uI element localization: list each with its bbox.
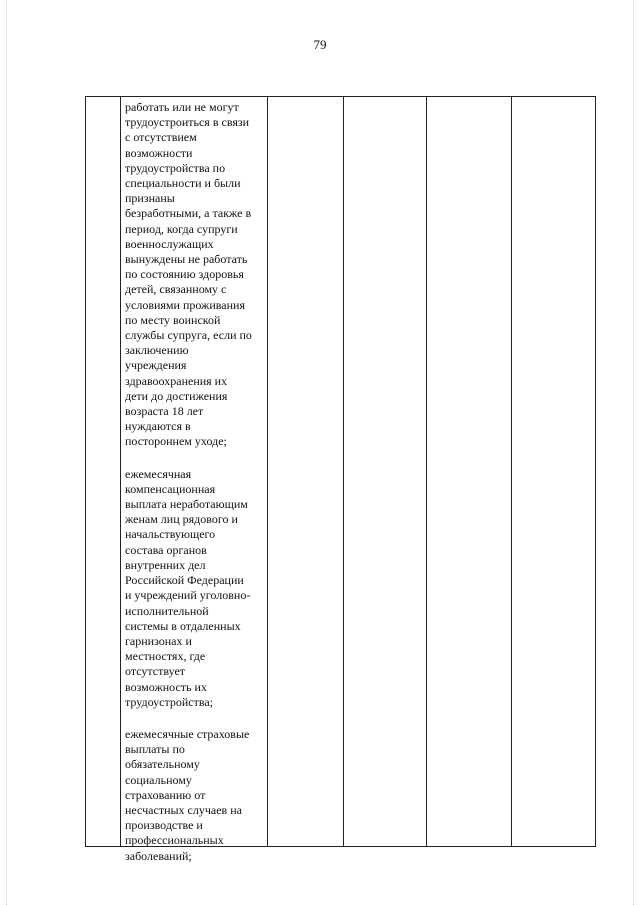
page-number: 79 <box>313 37 327 52</box>
scan-edge-left <box>6 0 7 905</box>
table-cell-description <box>121 97 267 864</box>
paragraph-compensation-payment: ежемесячная компенсационная выплата неработающим женам лиц рядового и начальствующего состава органов внутренних дел Российской Федерации и учреждений уголовно- исполнительной системы в отдаленных гарнизонах и местностях, где отсутствует возможность их трудоустройства; <box>125 466 251 709</box>
column-divider <box>426 97 427 846</box>
column-divider <box>267 97 268 846</box>
column-divider <box>511 97 512 846</box>
column-divider <box>343 97 344 846</box>
paragraph-spouses-unemployment: работать или не могут трудоустроиться в связи с отсутствием возможности трудоустройства по специальности и были признаны безработными, а также в период, когда супруги военнослужащих вынуждены не работать по состоянию здоровья детей, связанному с условиями проживания по месту воинской службы супруга, если по заключению учреждения здравоохранения их дети до достижения возраста 18 лет нуждаются в постороннем уходе; <box>125 100 252 449</box>
table <box>85 96 596 863</box>
paragraph-insurance-payments: ежемесячные страховые выплаты по обязательному социальному страхованию от несчастных случаев на производстве и профессиональных заболеваний; <box>125 726 250 863</box>
scan-edge-right <box>633 0 634 905</box>
